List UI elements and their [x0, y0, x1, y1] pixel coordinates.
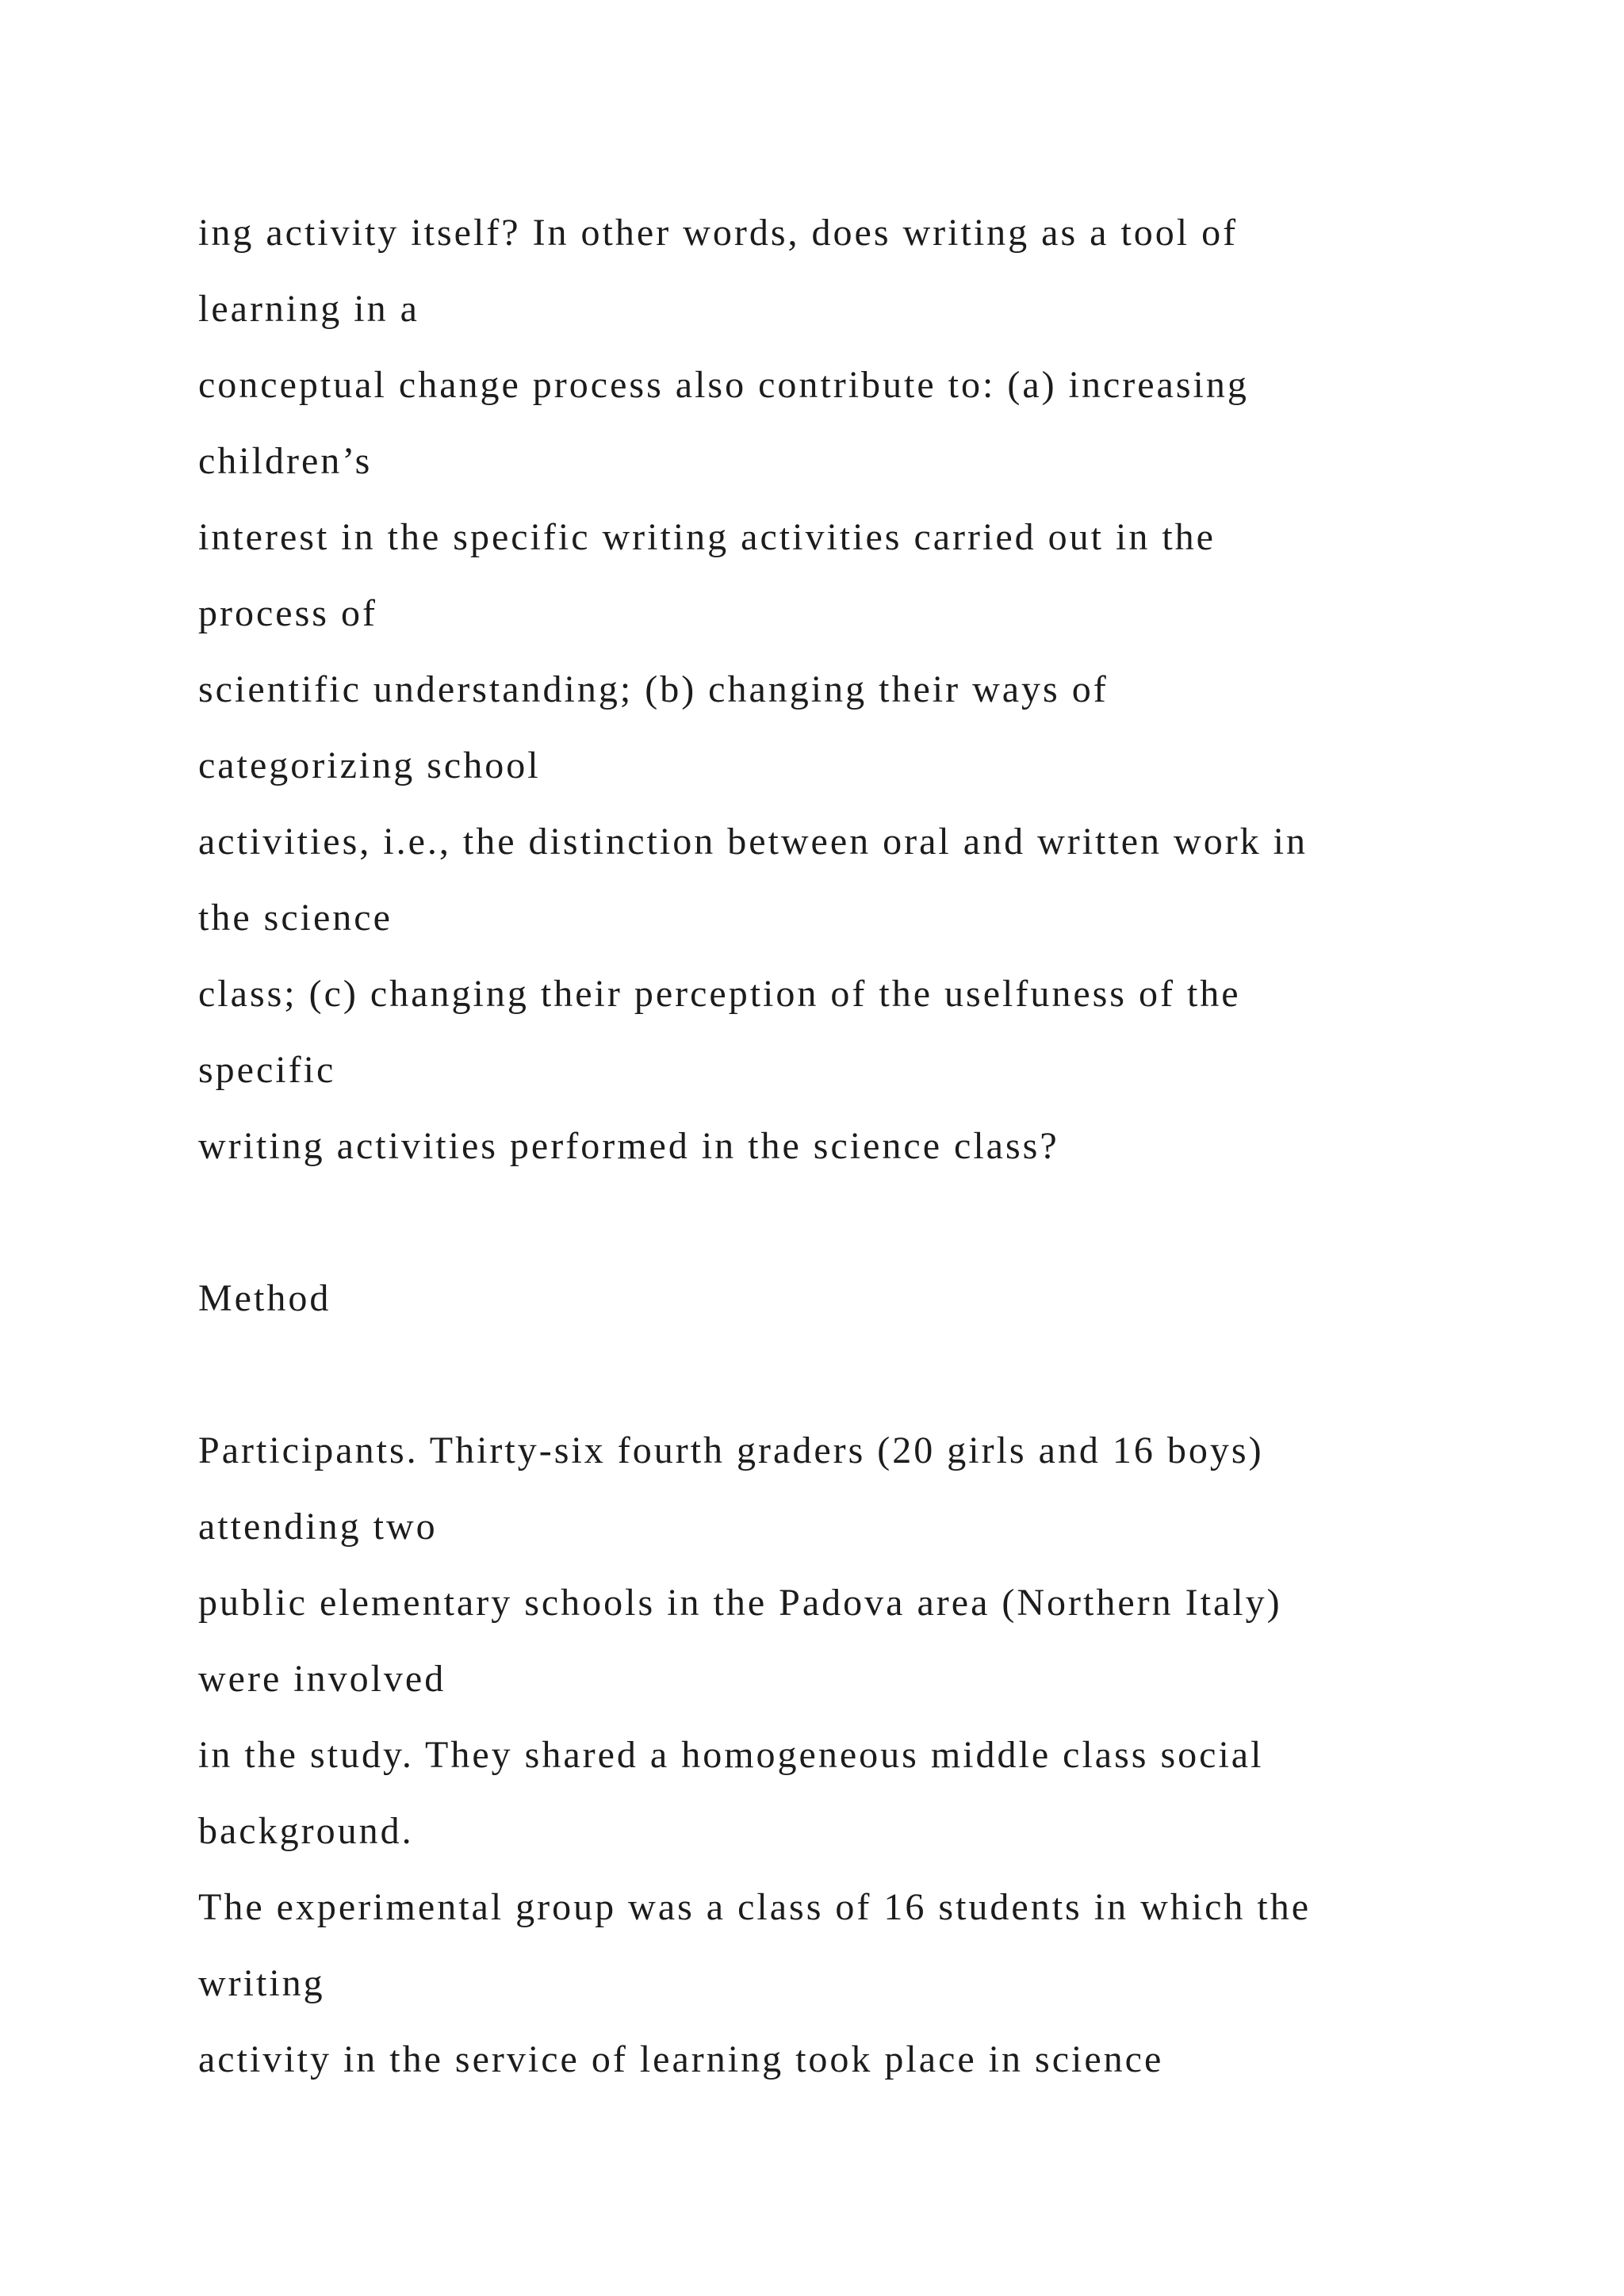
text-line: public elementary schools in the Padova area (Northern Italy) [198, 1582, 1282, 1624]
text-line: were involved [198, 1658, 446, 1700]
text-line: class; (c) changing their perception of the uselfuness of the [198, 973, 1241, 1015]
text-line: conceptual change process also contribute to: (a) increasing [198, 364, 1249, 406]
text-line: scientific understanding; (b) changing their ways of [198, 668, 1109, 710]
blank-line [198, 1184, 1546, 1261]
text-line: interest in the specific writing activities carried out in the [198, 516, 1216, 558]
blank-line [198, 1337, 1546, 1413]
section-heading: Method [198, 1277, 331, 1319]
text-line: learning in a [198, 288, 419, 330]
text-line: specific [198, 1049, 336, 1091]
text-line: categorizing school [198, 744, 541, 786]
text-line: Participants. Thirty-six fourth graders (20 girls and 16 boys) [198, 1429, 1264, 1471]
text-line: ing activity itself? In other words, does writing as a tool of [198, 212, 1239, 254]
text-line: the science [198, 897, 393, 939]
document-body [198, 195, 1546, 2098]
text-line: process of [198, 592, 377, 634]
text-line: writing [198, 1962, 325, 2004]
text-line: activity in the service of learning took place in science [198, 2038, 1164, 2080]
text-line: attending two [198, 1506, 438, 1548]
text-line: The experimental group was a class of 16 students in which the [198, 1886, 1312, 1928]
text-line: children’s [198, 440, 373, 482]
text-line: in the study. They shared a homogeneous middle class social [198, 1734, 1264, 1776]
text-line: background. [198, 1810, 414, 1852]
text-line: activities, i.e., the distinction between oral and written work in [198, 821, 1308, 863]
text-line: writing activities performed in the science class? [198, 1125, 1059, 1167]
